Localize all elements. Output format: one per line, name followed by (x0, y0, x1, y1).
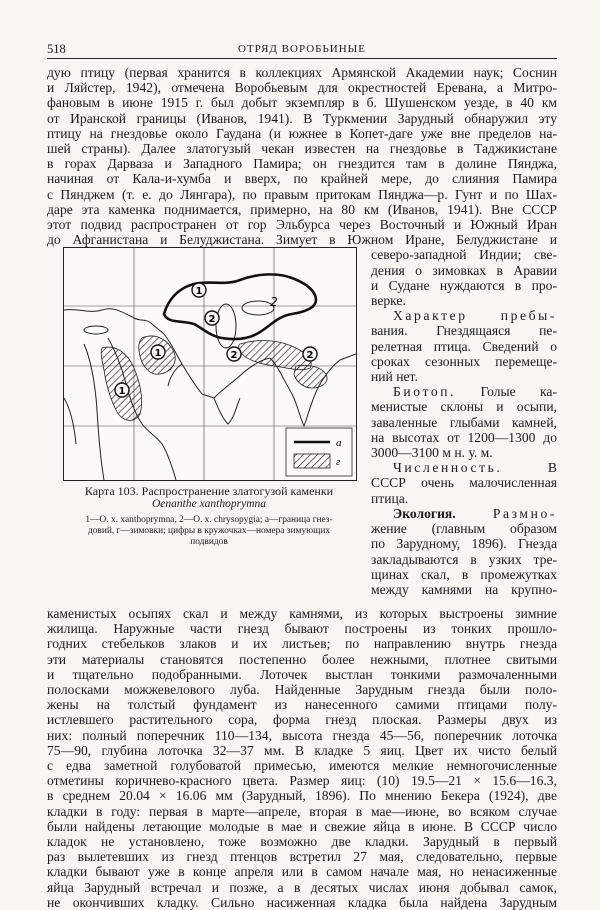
text-line: фановым в июне 1915 г. был добыт экземпляр в б. Шушенском уезде, в 40 км (47, 95, 557, 111)
map-label: 2 (230, 350, 238, 362)
map-and-side-text (47, 247, 557, 597)
text-line: сроках сезонных перемеще- (371, 353, 557, 369)
text-line: полосками можжевелового луба. Найденные Зарудным гнезда были поло- (47, 682, 557, 698)
book-page (47, 40, 557, 910)
section-heading-biotope: Биотоп. (393, 384, 457, 400)
section-heading-ecology: Экология. (393, 505, 456, 521)
text-line: них: полный поперечник 110—134, высота гнезда 45—56, поперечник лоточка (47, 727, 557, 743)
section-heading-character: Характер пребы- (393, 308, 557, 324)
breeding-boundary (164, 275, 316, 340)
bottom-paragraph (47, 606, 557, 910)
page-header (47, 40, 557, 59)
text-line: заваленные глыбами камней, (371, 414, 557, 430)
text-line: СССР очень малочисленная (371, 475, 557, 491)
text-line: на высотах от 1200—1300 до (371, 429, 557, 445)
wintering-areas (101, 336, 327, 420)
text-fragment: Голые ка- (480, 384, 557, 400)
map-label: 1 (154, 348, 162, 360)
text-line: кладок не установлено, тоже возможно две кладки. Зарудный в первый (47, 834, 557, 850)
ecology-first-line (371, 506, 557, 521)
map-label: 2 (270, 295, 278, 310)
map-legend (286, 428, 352, 476)
text-line: даре эта каменка поднимается, примерно, на 80 км (Иванов, 1941). Вне СССР (47, 201, 557, 217)
text-line: яйца Зарудный встречал и позже, а в десятых числах июня добывал самок, (47, 879, 557, 895)
map-label: 1 (195, 286, 203, 298)
map-label: 2 (208, 314, 216, 326)
text-line: в горах Дарваза и Западного Памира; он гнездится там в долине Пянджа, (47, 156, 557, 172)
map-figure (64, 248, 356, 480)
text-line: каменистых осыпях скал и между камнями, из которых выстроены зимние (47, 606, 557, 621)
text-line: 3000—3100 м н. у. м. (371, 445, 493, 461)
legend-line: довий, г—зимовки; цифры в кружочках—номера зимующих (87, 526, 331, 537)
text-line: кладки в году: первая в марте—апреле, вторая в мае—июне, во всяком случае (47, 803, 557, 819)
distribution-map (63, 247, 357, 481)
text-line: этот подвид распространен от гор Эльбурса через Восточный и Южный Иран (47, 217, 557, 233)
text-line: релетная птица. Сведений о (371, 338, 557, 354)
text-line: дую птицу (первая хранится в коллекциях Армянской Академии наук; Соснин (47, 65, 557, 80)
text-line: жилища. Наружные части гнезд бывают построены из тонких прошло- (47, 621, 557, 637)
text-line: и Судане нуждаются в про- (371, 277, 557, 293)
page-number: 518 (47, 42, 66, 56)
text-line: жение (главным образом (371, 521, 557, 537)
text-line: были найдены летающие молодые в мае и свежие яйца в июне. В СССР число (47, 818, 557, 834)
text-line: по Зарудному, 1896). Гнезда (371, 536, 557, 552)
text-line: с Пянджем (т. е. до Лянгара), по правым притокам Пянджа—р. Гунт и по Шах- (47, 186, 557, 202)
text-line: до Афганистана и Белуджистана. Зимует в Южном Иране, Белуджистане и (47, 232, 557, 248)
text-line: шей страны). Далее златогузый чекан известен на гнездовье в Таджикистане (47, 141, 557, 157)
text-line: 75—90, глубина лоточка 32—37 мм. В кладке 5 яиц. Цвет их чисто белый (47, 742, 557, 758)
text-line: жены на толстый фундамент из нанесенного самими птицами полу- (47, 697, 557, 713)
text-line: не окончивших кладку. Сильно насиженная кладка была найдена Зарудным (47, 894, 557, 910)
map-caption (50, 485, 368, 548)
text-line: менистые склоны и осыпи, (371, 399, 557, 415)
text-line: и тщательно подобранными. Лоточек выстлан тонкими размочаленными (47, 666, 557, 682)
running-title: ОТРЯД ВОРОБЬИНЫЕ (238, 43, 366, 55)
text-fragment: Размно- (492, 505, 557, 521)
legend-key-g: г (336, 456, 341, 469)
map-label: 2 (306, 350, 314, 362)
caption-legend (50, 515, 368, 548)
legend-key-a: а (336, 437, 342, 450)
text-line: эти материалы становятся постепенно более нежными, плотнее свитыми (47, 651, 557, 667)
text-line: начиная от Кала-и-хумба и вверх, по крайней мере, до слияния Памира (47, 171, 557, 187)
text-line: истлевшего растительного сора, форма гнезд плоская. Размеры двух из (47, 712, 557, 728)
section-heading-numbers: Численность. (393, 460, 503, 476)
text-line: и Ляйстер, 1942), отмечена Воробьевым для окрестностей Еревана, а Митро- (47, 80, 557, 96)
text-line: с едва заметной голубоватой примесью, имеются мелкие немногочисленные (47, 758, 557, 774)
text-line: ний нет. (371, 369, 418, 385)
caption-title: Карта 103. Распространение златогузой каменки (84, 484, 334, 499)
text-line: верке. (371, 293, 406, 309)
text-line: северо-западной Индии; све- (371, 247, 557, 263)
text-line: отметины коричнево-красного цвета. Размер яиц: (10) 19.5—21 × 15.6—16.3, (47, 773, 557, 789)
text-line: щинах скал, в промежутках (371, 566, 557, 582)
legend-line: 1—O. x. xanthoprymna, 2—O. x. chrysopygia; а—граница гнез- (85, 515, 333, 526)
map-label: 1 (118, 386, 126, 398)
text-line: от Иранской границы (Иванов, 1941). В Туркмении Зарудный обнаружил эту (47, 110, 557, 126)
text-line: между камнями на крупно- (371, 581, 557, 597)
top-paragraph (47, 65, 557, 247)
numbers-first-line (371, 460, 557, 475)
legend-line: подвидов (190, 537, 228, 548)
text-line: вания. Гнездящаяся пе- (371, 323, 557, 339)
caption-latin: Oenanthe xanthoprymna (151, 498, 267, 511)
right-column-text (371, 247, 557, 597)
biotope-first-line (371, 384, 557, 399)
text-line: в среднем 20.04 × 16.06 мм (Зарудный, 1896). По мнению Бекера (1924), две (47, 788, 557, 804)
text-line: закладываются в узких тре- (371, 551, 557, 567)
text-fragment: В (547, 460, 557, 476)
text-line: раз вылетевших из гнезд птенцов встретил 27 мая, следовательно, первые (47, 849, 557, 865)
text-line: годних стебельков злаков и их листьев; по направлению внутрь гнезда (47, 636, 557, 652)
text-line: кладки бывают уже в конце апреля или в самом начале мая, но ненасиженные (47, 864, 557, 880)
text-line: дения о зимовках в Аравии (371, 262, 557, 278)
text-line: птица. (371, 490, 409, 506)
text-line: птицу на гнездовье около Гаудана (и южнее в Копет-даге уже вне пределов на- (47, 125, 557, 141)
